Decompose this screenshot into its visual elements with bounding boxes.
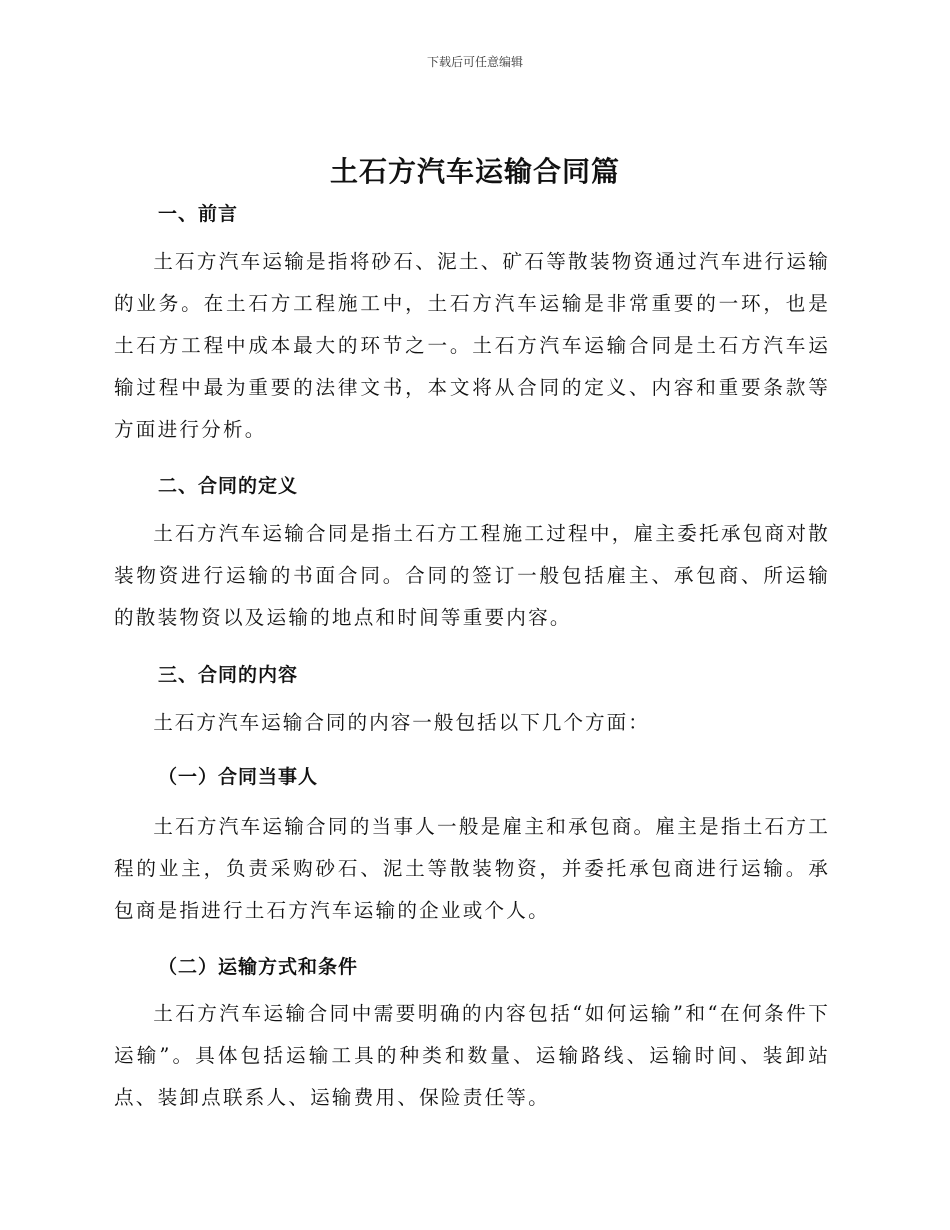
paragraph-method: 土石方汽车运输合同中需要明确的内容包括“如何运输”和“在何条件下运输”。具体包括运输工具的种类和数量、运输路线、运输时间、装卸站点、装卸点联系人、运输费用、保险责任等。	[114, 1002, 830, 1109]
subsection-heading-method: （二）运输方式和条件	[158, 956, 359, 978]
paragraph-preface: 土石方汽车运输是指将砂石、泥土、矿石等散装物资通过汽车进行运输的业务。在土石方工程施工中，土石方汽车运输是非常重要的一环，也是土石方工程中成本最大的环节之一。土石方汽车运输合同是土石方汽车运输过程中最为重要的法律文书，本文将从合同的定义、内容和重要条款等方面进行分析。	[114, 250, 830, 441]
section-heading-content: 三、合同的内容	[158, 664, 299, 686]
paragraph-parties: 土石方汽车运输合同的当事人一般是雇主和承包商。雇主是指土石方工程的业主，负责采购砂石、泥土等散装物资，并委托承包商进行运输。承包商是指进行土石方汽车运输的企业或个人。	[114, 815, 830, 922]
paragraph-definition: 土石方汽车运输合同是指土石方工程施工过程中，雇主委托承包商对散装物资进行运输的书面合同。合同的签订一般包括雇主、承包商、所运输的散装物资以及运输的地点和时间等重要内容。	[114, 522, 830, 629]
section-heading-preface: 一、前言	[158, 203, 239, 225]
section-heading-definition: 二、合同的定义	[158, 475, 299, 497]
subsection-heading-parties: （一）合同当事人	[158, 766, 319, 788]
page-header-note: 下载后可任意编辑	[426, 55, 523, 69]
paragraph-content-intro: 土石方汽车运输合同的内容一般包括以下几个方面：	[153, 711, 650, 734]
document-title: 土石方汽车运输合同篇	[329, 155, 620, 188]
